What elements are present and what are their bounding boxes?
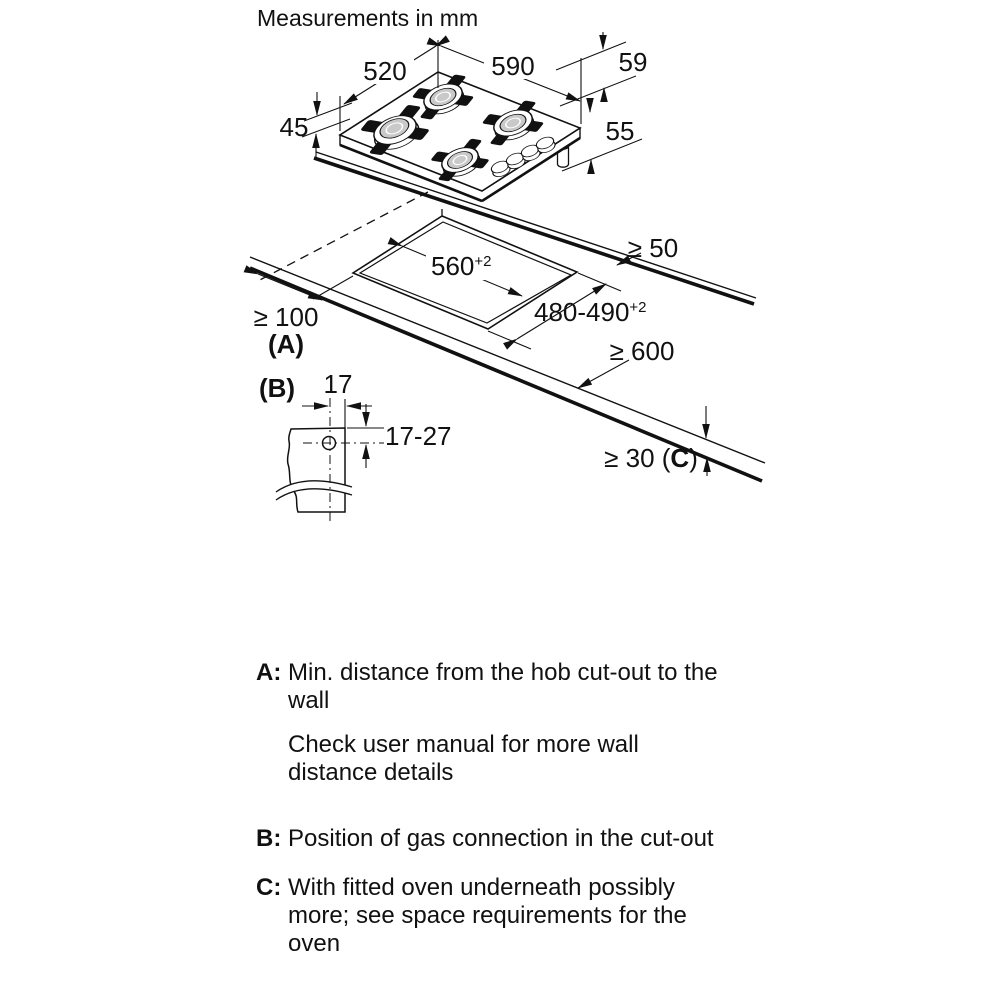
worktop-back-edge-thin [316,152,756,298]
dim-cutout-depth-label: $480-490^{+2}$ [534,297,647,327]
dim-cutout-width-label: $560^{+2}$ [431,251,492,281]
ref-a-label: (A) [267,329,305,359]
detail-b [259,369,452,523]
legend-label-b: B: [256,825,282,852]
legend-line: oven [288,930,341,957]
legend-line: Check user manual for more wall [288,731,639,758]
legend-line: Position of gas connection in the cut-out [288,825,714,852]
page-title: Measurements in mm [257,5,479,31]
ref-b-label: (B) [258,373,296,403]
dim-1727-label: 17-27 [385,421,452,451]
dim-worktop-depth-label: ≥ 600 [609,336,675,366]
dim-17-label: 17 [323,369,353,399]
dim-55-label: 55 [605,116,635,146]
projection-dashed-line [256,192,428,282]
dim-below-label: ≥ 30 (C) [604,443,698,473]
legend-item-b [256,825,736,853]
legend-text-a [288,659,718,787]
legend-line: wall [288,687,330,714]
dim-wall-distance-label: ≥ 100 [253,302,319,332]
legend-label-c: C: [256,874,282,901]
dim-520-label: 520 [363,56,407,86]
dim-side-clearance [617,233,678,265]
legend-line: distance details [288,759,454,786]
legend-text-c [288,874,687,958]
worktop-section-plate [288,428,345,512]
dim-below-worktop [604,406,707,476]
dim-59-label: 59 [618,47,648,77]
dim-590-label: 590 [491,51,535,81]
dim-worktop-depth [578,336,674,388]
legend-line: Min. distance from the hob cut-out to the [288,659,718,686]
legend-label-a: A: [256,659,282,686]
legend-line: With fitted oven underneath possibly [288,874,675,901]
ref-line-59-bottom [560,76,636,106]
dim-side-clearance-label: ≥ 50 [627,233,679,263]
legend-text-b [288,825,714,853]
legend [256,659,736,958]
legend-item-c [256,874,736,958]
worktop-back-edge-thick [314,158,754,304]
legend-item-a [256,659,736,787]
dim-45-label: 45 [279,112,309,142]
ref-line-59-top [556,42,626,70]
dim-cutout-width [402,246,522,296]
hob [340,71,580,201]
dim-wall-distance [254,274,322,359]
dim-worktop-depth-arrow [578,360,629,388]
ref-line-45-top [304,103,352,121]
legend-line: more; see space requirements for the [288,902,687,929]
dim-cutout-depth [517,284,647,339]
dim-wall-distance-line [258,274,322,300]
